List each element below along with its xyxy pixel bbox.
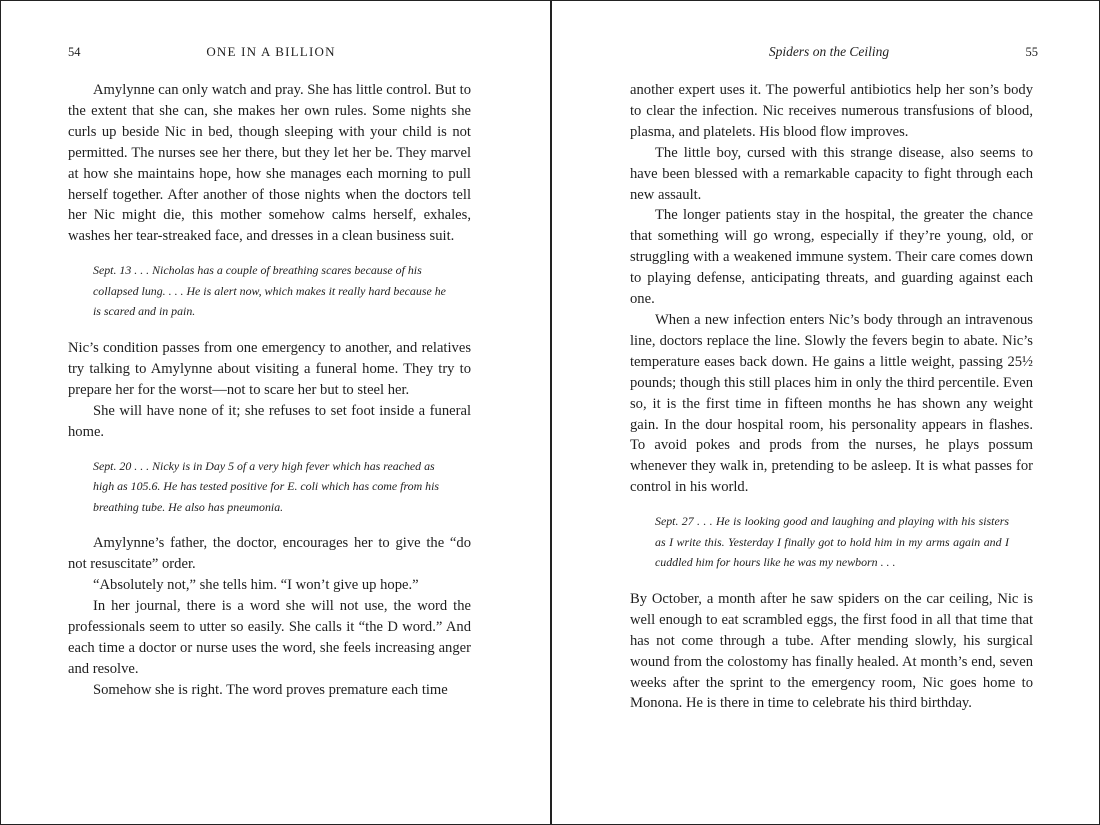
right-page <box>552 1 1100 824</box>
right-running-head <box>552 43 1100 61</box>
left-body-text <box>68 80 471 701</box>
paragraph: “Absolutely not,” she tells him. “I won’t give up hope.” <box>93 577 419 594</box>
paragraph: When a new infection enters Nic’s body through an intravenous line, doctors replace the line. Slowly the fevers begin to abate. Nic’s temperature eases back down. He gains a little weight, passing 25½ pounds; though this still places him in only the third percentile. Even so, it is the first time in fifteen months he has shown any weight gain. In the dour hospital room, his personality appears in flashes. To avoid pokes and prods from the nurses, he plays possum whenever they walk in, pretending to be asleep. It is what passes for control in his world. <box>630 311 1033 496</box>
paragraph: Amylynne can only watch and pray. She has little control. But to the extent that she can, she makes her own rules. Some nights she curls up beside Nic in bed, though sleeping with your child is not permitted. The nurses see her there, but they let her be. They marvel at how she maintains hope, how she manages each morning to pull herself together. After another of those nights when the doctors tell her Nic might die, this mother somehow calms herself, exhales, washes her tear-streaked face, and dresses in a clean business suit. <box>68 82 472 245</box>
left-page-number: 54 <box>68 45 81 59</box>
paragraph: Somehow she is right. The word proves premature each time <box>93 681 448 698</box>
left-page <box>1 1 549 824</box>
paragraph: The longer patients stay in the hospital, the greater the chance that something will go wrong, especially if they’re young, old, or struggling with a weakened immune system. Their care comes down to playing defense, anticipating threats, and guarding against each one. <box>630 207 1033 308</box>
paragraph: She will have none of it; she refuses to set foot inside a funeral home. <box>68 402 471 440</box>
journal-entry: Sept. 27 . . . He is looking good and laughing and playing with his sisters as I write this. Yesterday I finally got to hold him in my arms again and I cuddled him for hours like he was my newborn . . . <box>655 514 1009 570</box>
paragraph: In her journal, there is a word she will not use, the word the professionals seem to utter so easily. She calls it “the D word.” And each time a doctor or nurse uses the word, she feels increasing anger and resolve. <box>68 598 471 677</box>
book-title-header: ONE IN A BILLION <box>206 44 336 59</box>
paragraph: The little boy, cursed with this strange disease, also seems to have been blessed with a remarkable capacity to fight through each new assault. <box>630 144 1033 203</box>
journal-entry: Sept. 13 . . . Nicholas has a couple of breathing scares because of his collapsed lung. . . . He is alert now, which makes it really hard because he is scared and in pain. <box>93 263 446 319</box>
chapter-title-header: Spiders on the Ceiling <box>768 44 890 59</box>
paragraph: By October, a month after he saw spiders on the car ceiling, Nic is well enough to eat scrambled eggs, the first food in all that time that has not come through a tube. After mending slowly, his surgical wound from the colostomy has finally healed. At month’s end, seven weeks after the sprint to the emergency room, Nic goes home to Monona. He is there in time to celebrate his third birthday. <box>630 590 1033 712</box>
paragraph: another expert uses it. The powerful antibiotics help her son’s body to clear the infection. Nic receives numerous transfusions of blood, plasma, and platelets. His blood flow improves. <box>630 82 1033 140</box>
right-body-text <box>630 80 1033 714</box>
right-page-number: 55 <box>1025 45 1038 59</box>
paragraph: Amylynne’s father, the doctor, encourages her to give the “do not resuscitate” order. <box>68 535 471 573</box>
left-running-head <box>1 43 549 61</box>
paragraph: Nic’s condition passes from one emergency to another, and relatives try talking to Amylynne about visiting a funeral home. They try to prepare her for the worst—not to scare her but to steel her. <box>68 340 471 398</box>
journal-entry: Sept. 20 . . . Nicky is in Day 5 of a very high fever which has reached as high as 105.6. He has tested positive for E. coli which has come from his breathing tube. He also has pneumonia. <box>93 458 440 514</box>
